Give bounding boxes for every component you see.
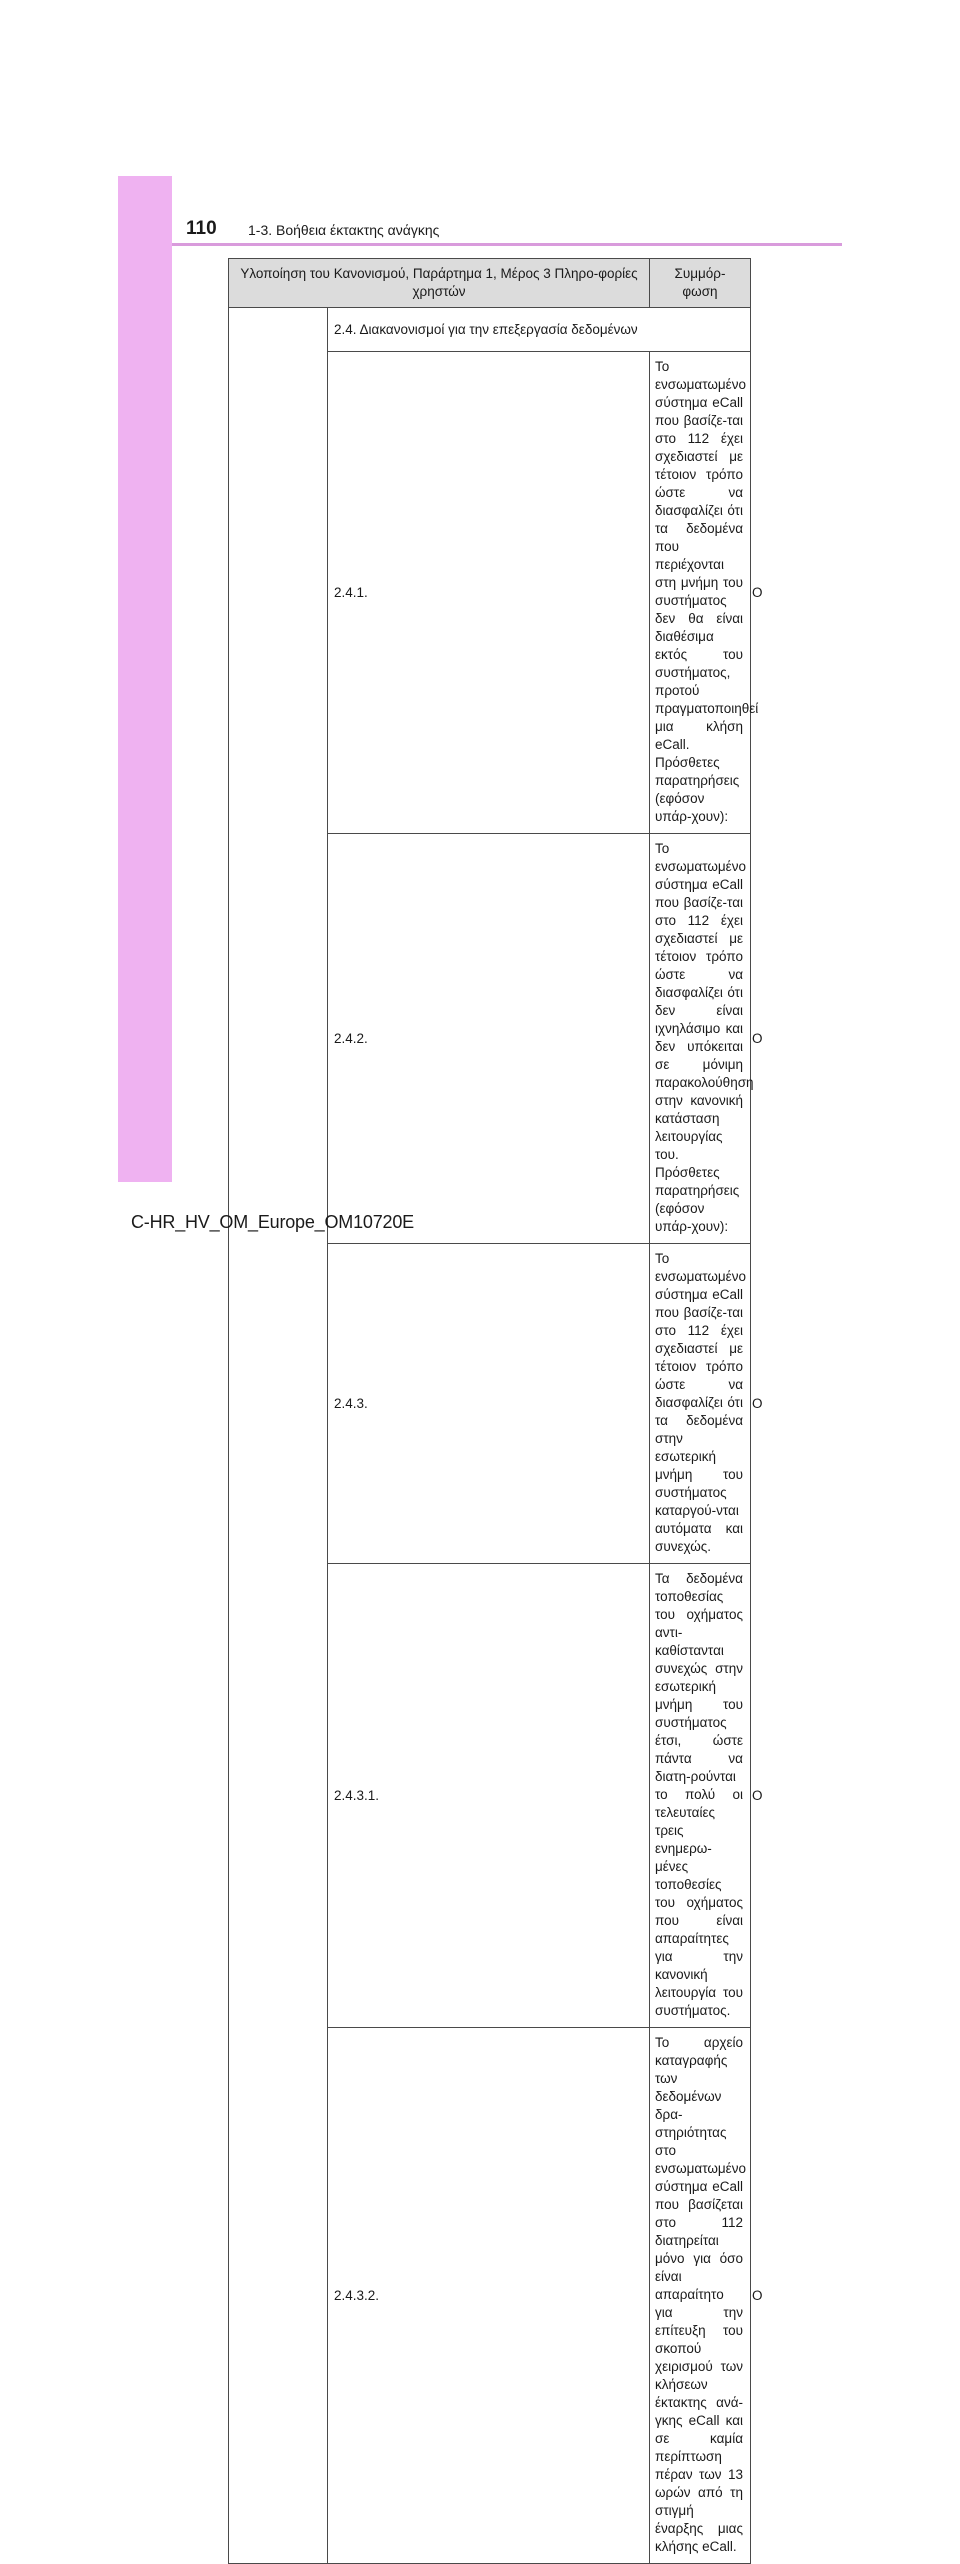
header-compliance: Συμμόρ-φωση xyxy=(650,259,751,308)
indent-spacer xyxy=(229,308,328,2564)
row-number: 2.4.3.1. xyxy=(328,1564,650,2028)
row-number: 2.4.3.2. xyxy=(328,2028,650,2564)
table-row: 2.4.2. Το ενσωματωμένο σύστημα eCall που βασίζε-ται στο 112 έχει σχεδιαστεί με τέτοιον τρόπο ώστε να διασφαλίζει ότι δεν είναι ιχνηλάσιμο και δεν υπόκειται σε μόνιμη παρακολούθηση στην κανονική κατάσταση λειτουργίας του. Πρόσθετες παρατηρήσεις (εφόσον υπάρ-χουν): O xyxy=(229,834,751,1244)
table-row: 2.4.1. Το ενσωματωμένο σύστημα eCall που βασίζε-ται στο 112 έχει σχεδιαστεί με τέτοιον τρόπο ώστε να διασφαλίζει ότι τα δεδομένα που περιέχονται στη μνήμη του συστήματος δεν θα είναι διαθέσιμα εκτός του συστήματος, προτού πραγματοποιηθεί μια κλήση eCall. Πρόσθετες παρατηρήσεις (εφόσον υπάρ-χουν): O xyxy=(229,352,751,834)
section-label: 2.4. Διακανονισμοί για την επεξεργασία δεδομένων xyxy=(328,308,751,352)
row-description: Τα δεδομένα τοποθεσίας του οχήματος αντι-καθίστανται συνεχώς στην εσωτερική μνήμη του συστήματος έτσι, ώστε πάντα να διατη-ρούνται το πολύ οι τελευταίες τρεις ενημερω-μένες τοποθεσίες του οχήματος που είναι απαραίτητες για την κανονική λειτουργία του συστήματος. xyxy=(650,1564,751,2028)
row-description: Το ενσωματωμένο σύστημα eCall που βασίζε-ται στο 112 έχει σχεδιαστεί με τέτοιον τρόπο ώστε να διασφαλίζει ότι τα δεδομένα στην εσωτερική μνήμη του συστήματος καταργού-νται αυτόματα και συνεχώς. xyxy=(650,1244,751,1564)
row-number: 2.4.3. xyxy=(328,1244,650,1564)
table-row: 2.4.3. Το ενσωματωμένο σύστημα eCall που βασίζε-ται στο 112 έχει σχεδιαστεί με τέτοιον τρόπο ώστε να διασφαλίζει ότι τα δεδομένα στην εσωτερική μνήμη του συστήματος καταργού-νται αυτόματα και συνεχώς. O xyxy=(229,1244,751,1564)
document-code: C-HR_HV_OM_Europe_OM10720E xyxy=(131,1212,414,1232)
row-number: 2.4.2. xyxy=(328,834,650,1244)
header-divider xyxy=(172,243,842,246)
row-description: Το ενσωματωμένο σύστημα eCall που βασίζε-ται στο 112 έχει σχεδιαστεί με τέτοιον τρόπο ώστε να διασφαλίζει ότι τα δεδομένα που περιέχονται στη μνήμη του συστήματος δεν θα είναι διαθέσιμα εκτός του συστήματος, προτού πραγματοποιηθεί μια κλήση eCall. Πρόσθετες παρατηρήσεις (εφόσον υπάρ-χουν): xyxy=(650,352,751,834)
section-row xyxy=(229,308,751,352)
page-number: 110 xyxy=(186,218,217,239)
table-row: 2.4.3.2. Το αρχείο καταγραφής των δεδομένων δρα-στηριότητας στο ενσωματωμένο σύστημα eCall που βασίζεται στο 112 διατηρείται μόνο για όσο είναι απαραίτητο για την επίτευξη του σκοπού χειρισμού των κλήσεων έκτακτης ανά-γκης eCall και σε καμία περίπτωση πέραν των 13 ωρών από τη στιγμή έναρξης μιας κλήσης eCall. O xyxy=(229,2028,751,2564)
section-title: 1-3. Βοήθεια έκτακτης ανάγκης xyxy=(248,222,440,238)
row-number: 2.4.1. xyxy=(328,352,650,834)
table-header-row xyxy=(229,259,751,308)
row-description: Το ενσωματωμένο σύστημα eCall που βασίζε-ται στο 112 έχει σχεδιαστεί με τέτοιον τρόπο ώστε να διασφαλίζει ότι δεν είναι ιχνηλάσιμο και δεν υπόκειται σε μόνιμη παρακολούθηση στην κανονική κατάσταση λειτουργίας του. Πρόσθετες παρατηρήσεις (εφόσον υπάρ-χουν): xyxy=(650,834,751,1244)
header-implementation: Υλοποίηση του Κανονισμού, Παράρτημα 1, Μέρος 3 Πληρο-φορίες χρηστών xyxy=(229,259,650,308)
compliance-table xyxy=(228,258,763,2564)
row-description: Το αρχείο καταγραφής των δεδομένων δρα-στηριότητας στο ενσωματωμένο σύστημα eCall που βασίζεται στο 112 διατηρείται μόνο για όσο είναι απαραίτητο για την επίτευξη του σκοπού χειρισμού των κλήσεων έκτακτης ανά-γκης eCall και σε καμία περίπτωση πέραν των 13 ωρών από τη στιγμή έναρξης μιας κλήσης eCall. xyxy=(650,2028,751,2564)
table-row: 2.4.3.1. Τα δεδομένα τοποθεσίας του οχήματος αντι-καθίστανται συνεχώς στην εσωτερική μνήμη του συστήματος έτσι, ώστε πάντα να διατη-ρούνται το πολύ οι τελευταίες τρεις ενημερω-μένες τοποθεσίες του οχήματος που είναι απαραίτητες για την κανονική λειτουργία του συστήματος. O xyxy=(229,1564,751,2028)
side-tab-bar xyxy=(118,176,172,1182)
